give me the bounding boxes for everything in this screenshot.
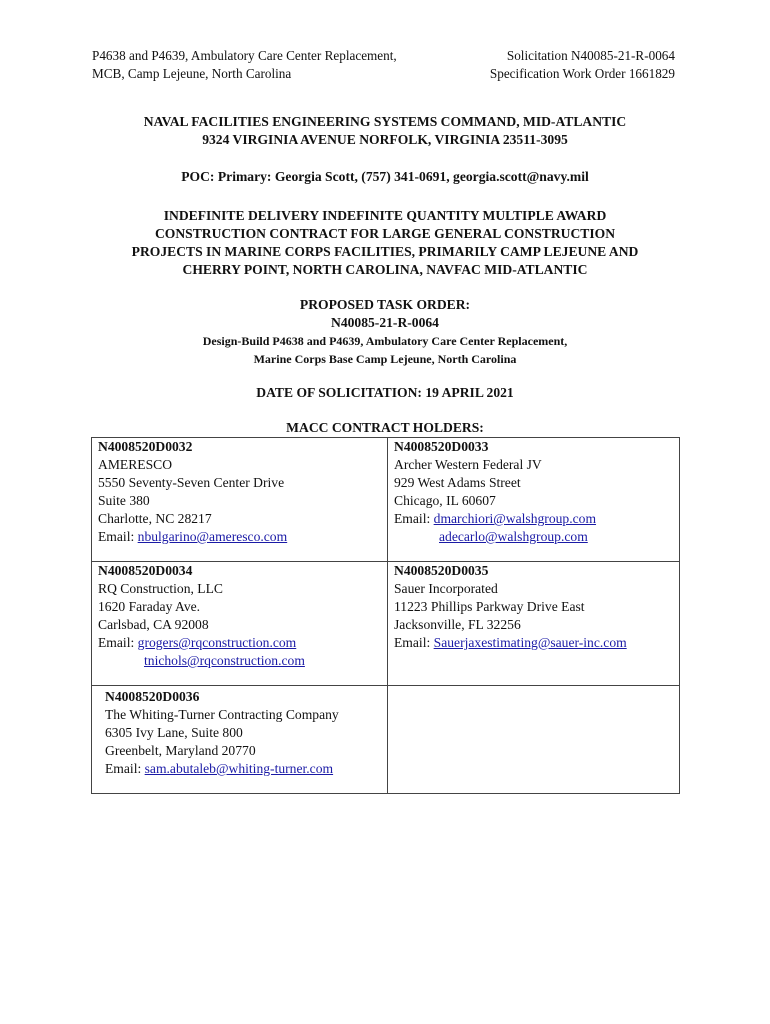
email-line (394, 634, 673, 652)
contract-title (0, 207, 770, 279)
contract-title-line: PROJECTS IN MARINE CORPS FACILITIES, PRIMARILY CAMP LEJEUNE AND (131, 244, 639, 259)
address-line: 5550 Seventy-Seven Center Drive (98, 475, 285, 490)
email-line (394, 510, 673, 528)
empty-cell (388, 686, 680, 794)
holder-cell (388, 562, 680, 686)
contract-number: N4008520D0033 (394, 439, 489, 454)
contract-number: N4008520D0034 (98, 563, 193, 578)
email-link[interactable]: Sauerjaxestimating@sauer-inc.com (433, 635, 627, 650)
email-link[interactable]: nbulgarino@ameresco.com (137, 529, 288, 544)
city-line: Carlsbad, CA 92008 (98, 617, 209, 632)
contract-title-line: CHERRY POINT, NORTH CAROLINA, NAVFAC MID-ATLANTIC (182, 262, 588, 277)
company-name: RQ Construction, LLC (98, 581, 223, 596)
header-solicitation-line: Solicitation N40085-21-R-0064 (506, 48, 675, 63)
agency-address: 9324 VIRGINIA AVENUE NORFOLK, VIRGINIA 23511-3095 (202, 132, 568, 147)
table-row (92, 562, 680, 686)
agency-name: NAVAL FACILITIES ENGINEERING SYSTEMS COMMAND, MID-ATLANTIC (143, 114, 627, 129)
email-link[interactable]: tnichols@rqconstruction.com (144, 653, 305, 668)
task-order-desc-line: Marine Corps Base Camp Lejeune, North Carolina (253, 352, 517, 366)
company-name: Archer Western Federal JV (394, 457, 542, 472)
city-line: Jacksonville, FL 32256 (394, 617, 521, 632)
email-label: Email: (98, 635, 138, 650)
email-label: Email: (394, 511, 434, 526)
header-location-line: MCB, Camp Lejeune, North Carolina (92, 66, 292, 81)
email-link[interactable]: adecarlo@walshgroup.com (439, 529, 588, 544)
email-link[interactable]: sam.abutaleb@whiting-turner.com (144, 761, 334, 776)
address-line: 11223 Phillips Parkway Drive East (394, 599, 585, 614)
table-row (92, 686, 680, 794)
task-order-heading: PROPOSED TASK ORDER: (299, 297, 471, 312)
task-order-description (0, 332, 770, 368)
holders-heading: MACC CONTRACT HOLDERS: (286, 420, 484, 435)
email-label: Email: (394, 635, 434, 650)
city-line: Chicago, IL 60607 (394, 493, 496, 508)
company-name: Sauer Incorporated (394, 581, 498, 596)
address-line: 1620 Faraday Ave. (98, 599, 201, 614)
email-line (98, 634, 381, 652)
header-right (490, 47, 675, 83)
poc-line: POC: Primary: Georgia Scott, (757) 341-0691, georgia.scott@navy.mil (181, 169, 589, 184)
holder-cell (388, 438, 680, 562)
table-row (92, 438, 680, 562)
email-line (105, 760, 381, 778)
holders-table (91, 437, 680, 794)
holder-cell (92, 562, 388, 686)
agency-block (0, 113, 770, 149)
contract-title-line: CONSTRUCTION CONTRACT FOR LARGE GENERAL CONSTRUCTION (154, 226, 616, 241)
contract-number: N4008520D0036 (105, 689, 200, 704)
email-label: Email: (105, 761, 145, 776)
task-order-desc-line: Design-Build P4638 and P4639, Ambulatory Care Center Replacement, (202, 334, 568, 348)
header-project-line: P4638 and P4639, Ambulatory Care Center Replacement, (92, 48, 397, 63)
email-link[interactable]: dmarchiori@walshgroup.com (433, 511, 597, 526)
city-line: Charlotte, NC 28217 (98, 511, 212, 526)
address-line: Suite 380 (98, 493, 150, 508)
header-work-order-line: Specification Work Order 1661829 (489, 66, 675, 81)
contract-title-line: INDEFINITE DELIVERY INDEFINITE QUANTITY MULTIPLE AWARD (163, 208, 607, 223)
email-link[interactable]: grogers@rqconstruction.com (137, 635, 297, 650)
contract-number: N4008520D0035 (394, 563, 489, 578)
email-line-secondary (394, 528, 673, 546)
holder-cell (92, 686, 388, 794)
header-left (92, 47, 397, 83)
address-line: 929 West Adams Street (394, 475, 521, 490)
contract-number: N4008520D0032 (98, 439, 193, 454)
holder-cell (92, 438, 388, 562)
email-line-secondary (98, 652, 381, 670)
city-line: Greenbelt, Maryland 20770 (105, 743, 256, 758)
solicitation-date: DATE OF SOLICITATION: 19 APRIL 2021 (256, 385, 514, 400)
company-name: AMERESCO (98, 457, 173, 472)
email-line (98, 528, 381, 546)
address-line: 6305 Ivy Lane, Suite 800 (105, 725, 243, 740)
email-label: Email: (98, 529, 138, 544)
task-order-number: N40085-21-R-0064 (331, 315, 439, 330)
company-name: The Whiting-Turner Contracting Company (105, 707, 339, 722)
